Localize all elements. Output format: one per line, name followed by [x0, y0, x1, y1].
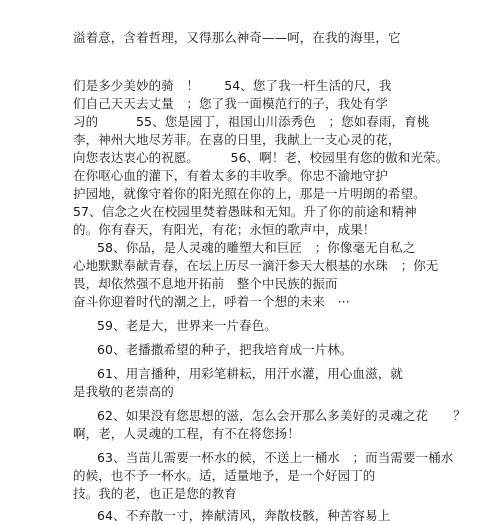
text-line: 在你呕心血的灌下，有着太多的丰收季。你忠不渝地守护	[73, 168, 389, 183]
text-line: 习的 55、您是园丁，祖国山川添秀色 ；您如春雨，育桃	[73, 114, 430, 129]
text-line: 心地默默奉献青春，在坛上历尽一滴汗参天大根基的水珠 ；你无	[73, 258, 439, 273]
text-line: 的。你有春天，有阳光，有花；永恒的歌声中，成果！	[73, 222, 376, 237]
text-line: 奋斗你迎着时代的潮之上，呼着一个想的未来 ···	[73, 294, 350, 309]
text-line: 护园地，就像守着你的阳光照在你的上，那是一片明朗的希望。	[73, 186, 426, 201]
text-line: 60、老播撒希望的种子，把我培育成一片林。	[97, 342, 353, 357]
text-line: 61、用言播种，用彩笔耕耘，用汗水灌，用心血滋，就	[97, 366, 403, 381]
text-line: 57、信念之火在校园里焚着愚昧和无知。升了你的前途和精神	[73, 204, 417, 219]
text-line: 溢着意，含着哲理，又得那么神奇——呵，在我的海里，它	[73, 30, 401, 45]
text-line: 啊，老，人灵魂的工程，有不在将您扬！	[73, 426, 300, 441]
text-line: 58、你品，是人灵魂的雕塑大和巨匠 ；你像毫无自私之	[97, 240, 416, 255]
text-line: 是我敬的老崇高的	[73, 384, 174, 399]
text-line: 们是多少美妙的骑 ！ 54、您了我一杆生活的尺，我	[73, 78, 392, 93]
text-line: 们自己天天去丈量 ；您了我一面模范行的子，我处有学	[73, 96, 389, 111]
text-line: 59、老是大，世界来一片春色。	[97, 318, 277, 333]
text-line: 李，神州大地尽芳菲。在喜的日里，我献上一支心灵的花，	[73, 132, 401, 147]
text-line: 62、如果没有您思想的滋，怎么会开那么多美好的灵魂之花 ？	[97, 408, 466, 423]
text-line: 向您表达衷心的祝愿。 56、啊！老，校园里有您的傲和光荣。	[73, 150, 449, 165]
text-line: 畏，却依然强不息地开拓前 整个中民族的振而	[73, 276, 338, 291]
text-line: 63、当苗儿需要一杯水的候，不送上一桶水 ；而当需要一桶水	[97, 450, 454, 465]
text-line: 的候，也不予一杯水。适，适量地予，是一个好园丁的	[73, 468, 376, 483]
text-line: 技。我的老，也正是您的教育	[73, 486, 237, 501]
text-line: 64、不弃散一寸，捧献清风，奔散枝骸，种苦容易上	[97, 508, 391, 523]
